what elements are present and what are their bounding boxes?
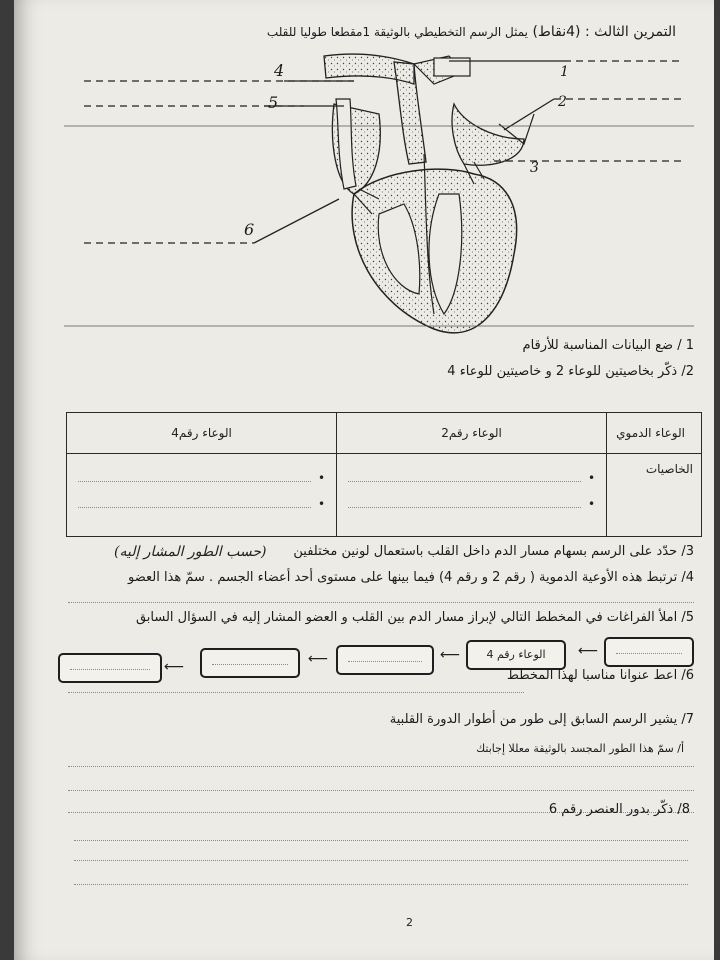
flow-box-blank-1[interactable] (604, 637, 694, 667)
flow-arrow-3: ⟵ (308, 651, 329, 667)
answer-line-q8-1[interactable] (74, 840, 688, 841)
vessel-properties-table (66, 412, 702, 537)
answer-line-q4[interactable] (68, 602, 694, 603)
question-7: 7/ يشير الرسم السابق إلى طور من أطوار الدورة القلبية (389, 712, 694, 727)
question-8: 8/ ذكّر بدور العنصر رقم 6 (548, 802, 690, 817)
question-2: 2/ ذكّر بخاصيتين للوعاء 2 و خاصيتين للوعاء 4 (447, 364, 694, 379)
question-6: 6/ اعط عنوانا مناسبا لهذا المخطط (506, 668, 694, 683)
worksheet-page (14, 0, 714, 960)
header-vessel: الوعاء الدموي (607, 413, 702, 454)
question-1: 1 / ضع البيانات المناسبة للأرقام (522, 338, 694, 353)
flow-box-vessel-4: الوعاء رقم 4 (466, 640, 566, 670)
flow-box-blank-4[interactable] (58, 653, 162, 683)
flow-box-blank-3[interactable] (200, 648, 300, 678)
flow-box-blank-2[interactable] (336, 645, 434, 675)
question-4: 4/ ترتبط هذه الأوعية الدموية ( رقم 2 و رقم 4) فيما بينها على مستوى أحد أعضاء الجسم . سمّ هذا العضو (127, 570, 694, 585)
answer-line-q8-2[interactable] (74, 860, 688, 861)
row-properties: الخاصيات (607, 454, 702, 537)
label-5: 5 (268, 93, 279, 112)
answer-cell-vessel-4[interactable]: • • (67, 454, 337, 537)
label-4: 4 (274, 61, 285, 80)
flow-arrow-2: ⟵ (440, 647, 461, 663)
label-1: 1 (560, 64, 569, 80)
handwritten-note: (حسب الطور المشار إليه) (114, 544, 267, 560)
answer-line-q6[interactable] (68, 692, 524, 693)
answer-line-q7-2[interactable] (68, 790, 694, 791)
pulmonary-trunk (394, 62, 426, 164)
header-vessel-2: الوعاء رقم2 (337, 413, 607, 454)
answer-line-q7-1[interactable] (68, 766, 694, 767)
answer-cell-vessel-2[interactable]: • • (337, 454, 607, 537)
header-vessel-4: الوعاء رقم4 (67, 413, 337, 454)
label-2: 2 (558, 94, 567, 110)
question-3: 3/ حدّد على الرسم بسهام مسار الدم داخل القلب باستعمال لونين مختلفين (293, 544, 694, 559)
exercise-header (267, 24, 676, 40)
question-7a: أ/ سمّ هذا الطور المجسد بالوثيقة معللا إجابتك (476, 742, 684, 755)
exercise-intro: يمثل الرسم التخطيطي بالوثيقة 1مقطعا طوليا للقلب (266, 25, 529, 39)
label-6: 6 (244, 220, 255, 239)
flow-arrow-4: ⟵ (164, 659, 185, 675)
answer-line-q8-3[interactable] (74, 884, 688, 885)
label-3: 3 (530, 160, 539, 176)
page-number: 2 (406, 916, 413, 929)
flow-arrow-1: ⟵ (578, 643, 599, 659)
exercise-title: التمرين الثالث : (4نقاط) (532, 24, 676, 40)
heart-diagram (54, 44, 694, 344)
question-5: 5/ املأ الفراغات في المخطط التالي لإبراز مسار الدم بين القلب و العضو المشار إليه في السؤال السابق (135, 610, 694, 625)
